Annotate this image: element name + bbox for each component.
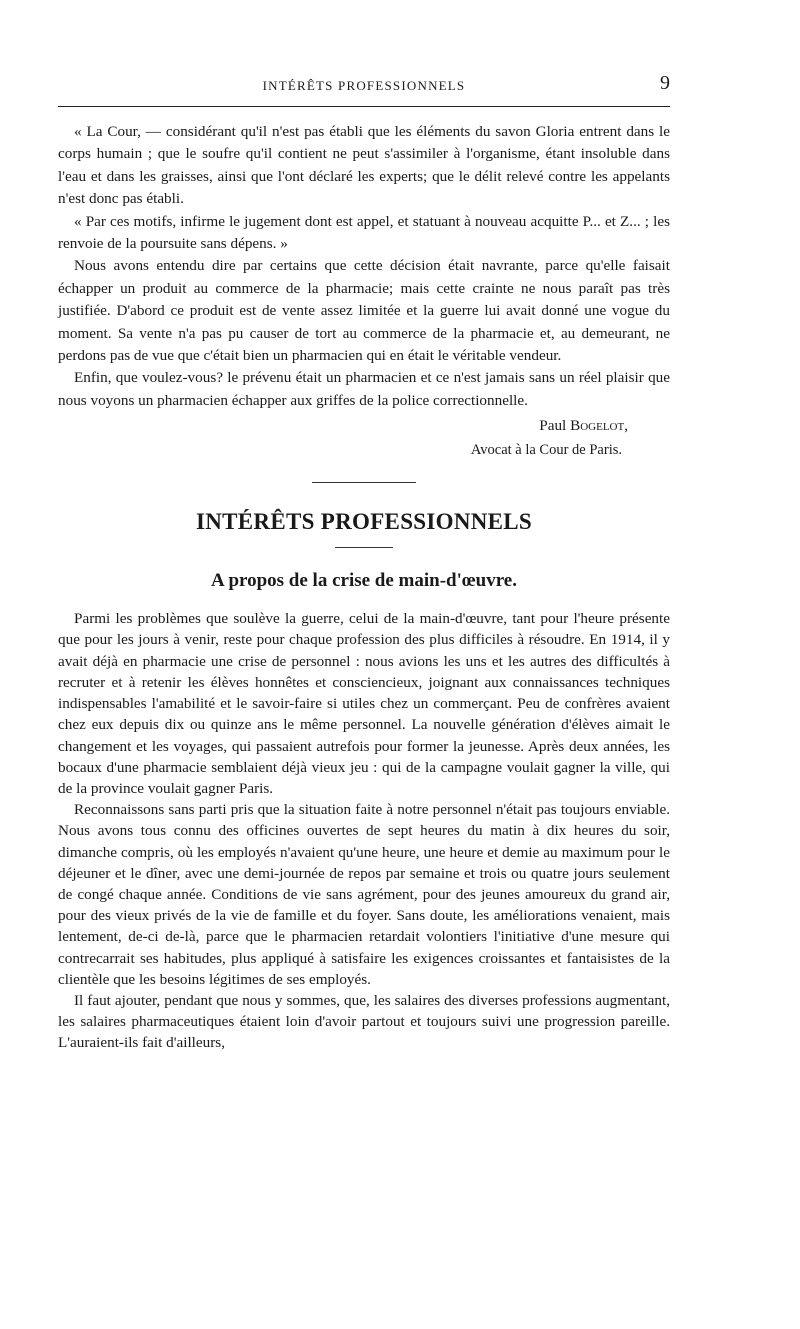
author-name [58, 414, 670, 438]
title-underline [335, 547, 393, 548]
paragraph: « La Cour, — considérant qu'il n'est pas établi que les éléments du savon Gloria entrent dans le corps humain ; que le soufre qu'il contient ne peut s'assimiler à l'organisme, étant insoluble dans l'eau et dans les graisses, ainsi que l'ont déclaré les experts; que le délit relevé contre les appelants n'est donc pas établi. [58, 123, 670, 208]
author-surname: Bogelot, [570, 417, 628, 435]
paragraph: Reconnaissons sans parti pris que la situation faite à notre personnel n'était pas toujours enviable. Nous avons tous connu des officines ouvertes de sept heures du matin à dix heures du soir, dimanche compris, où les employés n'avaient qu'une heure, une heure et demie au maximum pour le déjeuner et le dîner, avec une demi-journée de repos par semaine et trois ou quatre jours seulement de congé chaque année. Conditions de vie sans agrément, pour des jeunes amoureux du grand air, pour des vieux privés de la vie de famille et du foyer. Sans doute, les améliorations venaient, mais lentement, de-ci de-là, parce que le pharmacien retardait volontiers l'initiative d'une mesure qui contrecarrait ses habitudes, plus appliqué à satisfaire les exigences croissantes et fantaisistes de la clientèle que les besoins légitimes de ses employés. [58, 801, 670, 988]
section-divider [312, 482, 416, 483]
paragraph: Il faut ajouter, pendant que nous y sommes, que, les salaires des diverses professions augmentant, les salaires pharmaceutiques étaient loin d'avoir partout et toujours suivi une progression pareille. L'auraient-ils fait d'ailleurs, [58, 991, 670, 1052]
running-head: INTÉRÊTS PROFESSIONNELS [262, 78, 466, 93]
paragraph: « Par ces motifs, infirme le jugement dont est appel, et statuant à nouveau acquitte P... et Z... ; les renvoie de la poursuite sans dépens. » [58, 212, 670, 253]
paragraph: Enfin, que voulez-vous? le prévenu était un pharmacien et ce n'est jamais sans un réel plaisir que nous voyons un pharmacien échapper aux griffes de la police correctionnelle. [58, 369, 670, 409]
signature-block [58, 414, 670, 462]
paragraph: Nous avons entendu dire par certains que cette décision était navrante, parce qu'elle faisait échapper un produit au commerce de la pharmacie; mais cette crainte ne nous paraît pas très justifiée. D'abord ce produit est de vente assez limitée et la guerre lui avait donné une vogue du moment. Sa vente n'a pas pu causer de tort au commerce de la pharmacie et, au demeurant, ne perdons pas de vue que c'était bien un pharmacien qui en était le véritable vendeur. [58, 257, 670, 365]
book-page [58, 72, 670, 1054]
page-header [58, 72, 670, 98]
previous-article-text [58, 121, 670, 412]
article-title: A propos de la crise de main-d'œuvre. [211, 570, 517, 592]
section-title: INTÉRÊTS PROFESSIONNELS [195, 509, 533, 535]
header-rule [58, 106, 670, 107]
article-body [58, 608, 670, 1053]
author-title: Avocat à la Cour de Paris. [470, 442, 622, 459]
page-number: 9 [660, 72, 670, 94]
paragraph: Parmi les problèmes que soulève la guerre, celui de la main-d'œuvre, tant pour l'heure présente que pour les jours à venir, reste pour chaque profession des plus difficiles à résoudre. En 1914, il y avait déjà en pharmacie une crise de personnel : nous avions les uns et les autres des difficultés à recruter et à retenir les élèves honnêtes et consciencieux, joignant aux connaissances techniques indispensables l'amabilité et le savoir-faire si utiles chez un commerçant. Peu de confrères avaient chez eux depuis dix ou quinze ans le même personnel. La nouvelle génération d'élèves aimait le changement et les voyages, qui passaient autrefois pour former la jeunesse. Après deux années, les bocaux d'une pharmacie semblaient déjà vieux jeu : qui de la campagne voulait gagner la ville, qui de la province voulait gagner Paris. [58, 610, 670, 797]
author-first-name: Paul [539, 417, 567, 435]
